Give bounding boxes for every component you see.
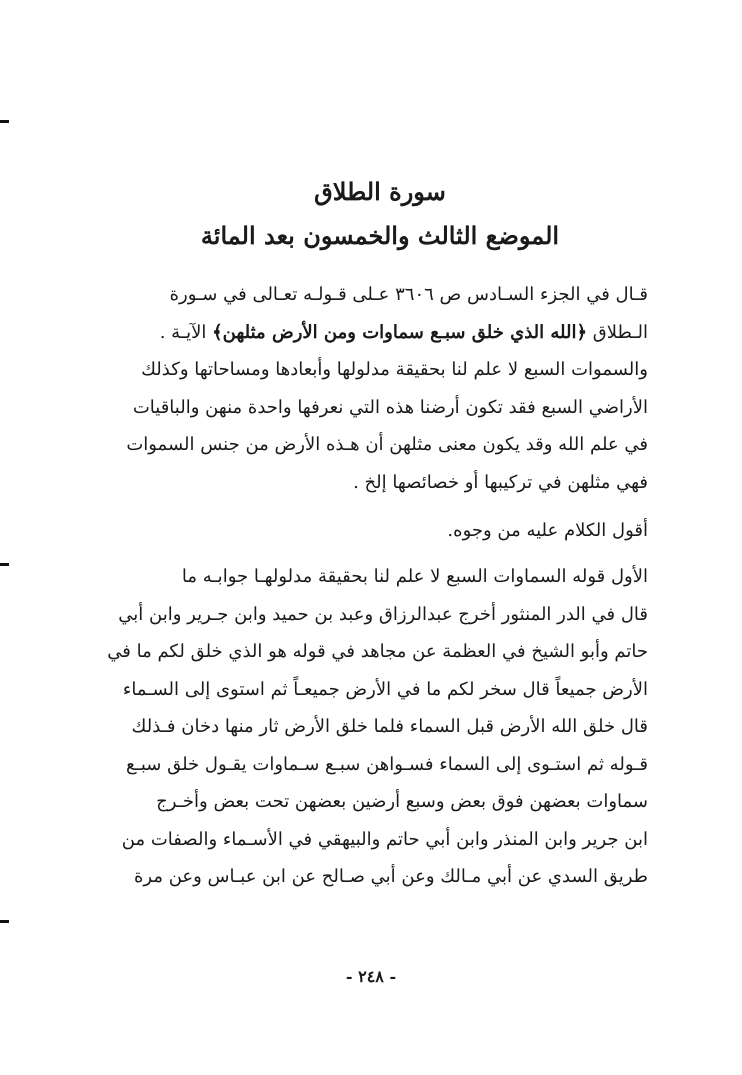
chapter-heading bbox=[80, 170, 680, 258]
page-edge-mark bbox=[0, 563, 9, 566]
text-line: حاتم وأبو الشيخ في العظمة عن مجاهد في قوله هو الذي خلق لكم ما في bbox=[107, 641, 648, 662]
page-edge-mark bbox=[0, 920, 9, 923]
surah-title: سورة الطلاق bbox=[314, 177, 446, 206]
page-number: - ٢٤٨ - bbox=[345, 967, 397, 986]
section-title: الموضع الثالث والخمسون بعد المائة bbox=[200, 221, 560, 250]
paragraph-first-point bbox=[86, 558, 648, 896]
text-line: قـال في الجزء السـادس ص ٣٦٠٦ عـلى قـولـه تعـالى في سـورة bbox=[169, 284, 648, 305]
text-line: الأول قوله السماوات السبع لا علم لنا بحقيقة مدلولهـا جوابـه ما bbox=[181, 566, 648, 587]
text-line: قال في الدر المنثور أخرج عبدالرزاق وعبد بن حميد وابن جـرير وابن أبي bbox=[118, 603, 648, 625]
paragraph-response-intro bbox=[86, 512, 648, 550]
text-fragment: الآيـة . bbox=[159, 321, 213, 343]
text-line: الأراضي السبع فقد تكون أرضنا هذه التي نعرفها واحدة منهن والباقيات bbox=[132, 396, 648, 418]
text-line: في علم الله وقد يكون معنى مثلهن أن هـذه الأرض من جنس السموات bbox=[126, 434, 648, 455]
text-line: الأرض جميعاً قال سخر لكم ما في الأرض جميعـاً ثم استوى إلى السـماء bbox=[122, 678, 648, 700]
text-line bbox=[86, 314, 648, 352]
text-line: قـوله ثم استـوى إلى السماء فسـواهن سبـع سـماوات يقـول خلق سبـع bbox=[126, 753, 648, 775]
text-line: فهي مثلهن في تركيبها أو خصائصها إلخ . bbox=[353, 471, 648, 493]
text-line: والسموات السبع لا علم لنا بحقيقة مدلولها وأبعادها ومساحاتها وكذلك bbox=[141, 359, 648, 380]
text-line: سماوات بعضهن فوق بعض وسبع أرضين بعضهن تحت بعض وأخـرج bbox=[156, 791, 648, 812]
page-edge-mark bbox=[0, 120, 9, 123]
text-line: طريق السدي عن أبي مـالك وعن أبي صـالح عن ابن عبـاس وعن مرة bbox=[133, 866, 648, 887]
text-line: ابن جرير وابن المنذر وابن أبي حاتم والبيهقي في الأسـماء والصفات من bbox=[121, 828, 648, 850]
text-fragment: الـطلاق bbox=[587, 321, 648, 343]
paragraph-quote bbox=[86, 276, 648, 501]
text-line: قال خلق الله الأرض قبل السماء فلما خلق الأرض ثار منها دخان فـذلك bbox=[131, 716, 648, 737]
quran-verse: ﴿الله الذي خلق سبـع سماوات ومن الأرض مثلهن﴾ bbox=[212, 321, 588, 343]
text-line: أقول الكلام عليه من وجوه. bbox=[447, 520, 648, 541]
